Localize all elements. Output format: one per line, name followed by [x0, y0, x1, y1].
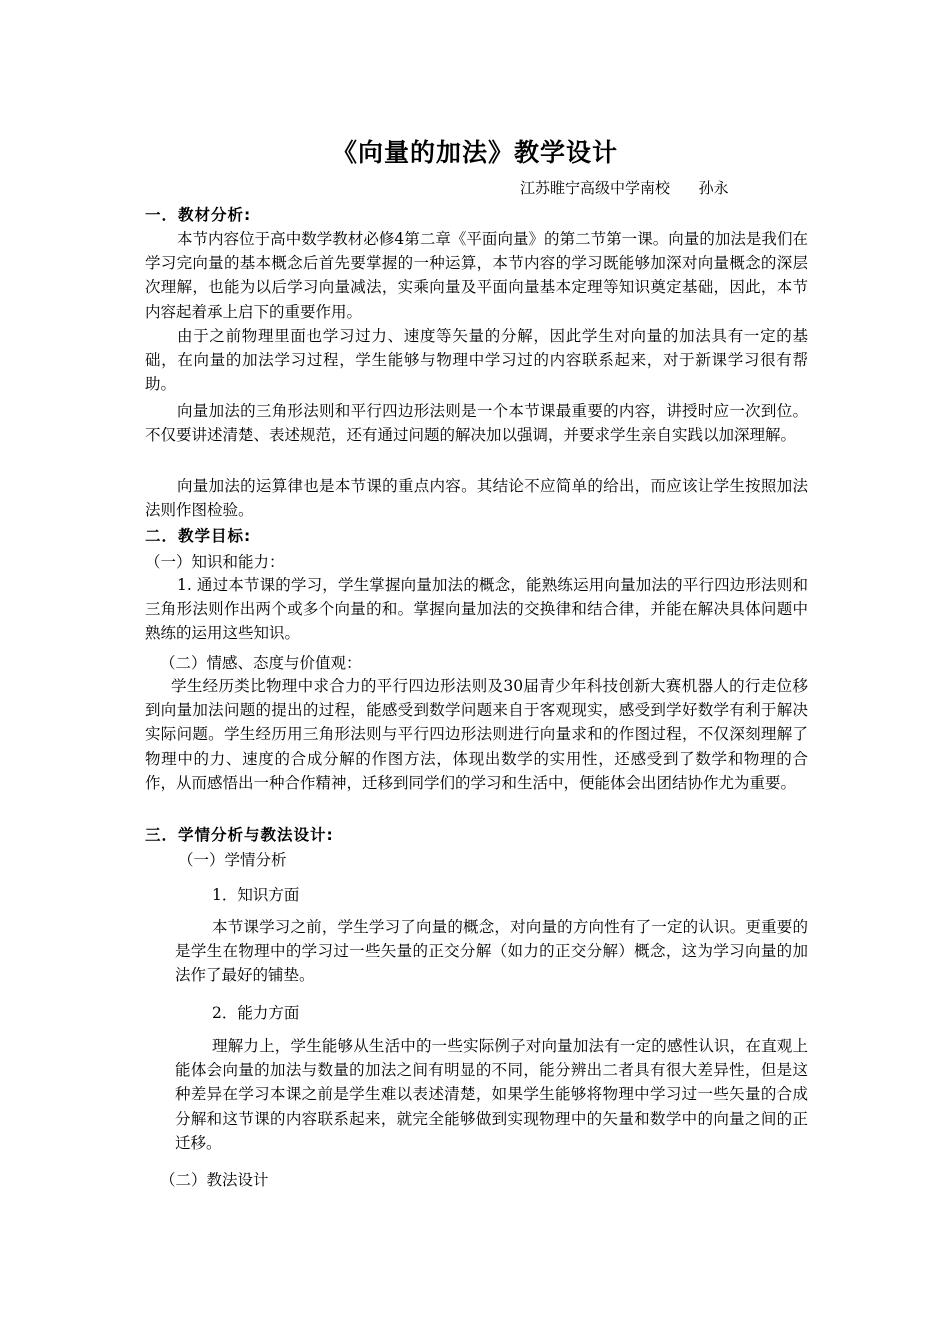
section-3-paragraph-1: 本节课学习之前，学生学习了向量的概念，对向量的方向性有了一定的认识。更重要的是学生在物理中的学习过一些矢量的正交分解（如力的正交分解）概念，这为学习向量的加法作了最好的铺垫。 [175, 918, 808, 985]
section-2-sub-1: （一）知识和能力： [145, 553, 285, 571]
section-1-paragraph-2: 由于之前物理里面也学习过力、速度等矢量的分解，因此学生对向量的加法具有一定的基础，在向量的加法学习过程，学生能够与物理中学习过的内容联系起来，对于新课学习很有帮助。 [145, 327, 808, 394]
author-line: 江苏睢宁高级中学南校 孙永 [520, 179, 729, 197]
section-3-item-2: 2．能力方面 [212, 1004, 300, 1022]
section-3-item-1: 1．知识方面 [212, 886, 300, 904]
section-2-sub-2: （二）情感、态度与价值观： [160, 654, 362, 672]
section-1-paragraph-1: 本节内容位于高中数学教材必修4第二章《平面向量》的第二节第一课。向量的加法是我们在学习完向量的基本概念后首先要掌握的一种运算，本节内容的学习既能够加深对向量概念的深层次理解，也能为以后学习向量减法，实乘向量及平面向量基本定理等知识奠定基础，因此，本节内容起着承上启下的重要作用。 [145, 230, 808, 321]
section-2-paragraph-2: 学生经历类比物理中求合力的平行四边形法则及30届青少年科技创新大赛机器人的行走位移到向量加法问题的提出的过程，能感受到数学问题来自于客观现实，感受到学好数学有利于解决实际问题。学生经历用三角形法则与平行四边形法则进行向量求和的作图过程，不仅深刻理解了物理中的力、速度的合成分解的作图方法，体现出数学的实用性，还感受到了数学和物理的合作，从而感悟出一种合作精神，迁移到同学们的学习和生活中，便能体会出团结协作尤为重要。 [145, 677, 808, 792]
section-2-paragraph-1: 1. 通过本节课的学习，学生掌握向量加法的概念，能熟练运用向量加法的平行四边形法则和三角形法则作出两个或多个向量的和。掌握向量加法的交换律和结合律，并能在解决具体问题中熟练的运用这些知识。 [145, 576, 808, 643]
section-2-heading: 二．教学目标: [145, 527, 252, 545]
section-1-heading: 一．教材分析: [145, 206, 252, 224]
section-3-heading: 三．学情分析与教法设计: [145, 826, 334, 844]
section-1-paragraph-3: 向量加法的三角形法则和平行四边形法则是一个本节课最重要的内容，讲授时应一次到位。不仅要讲述清楚、表述规范，还有通过问题的解决加以强调，并要求学生亲自实践以加深理解。 [145, 402, 808, 445]
section-3-sub-2: （二）教法设计 [160, 1171, 269, 1189]
document-title: 《向量的加法》教学设计 [331, 138, 618, 167]
section-1-paragraph-4: 向量加法的运算律也是本节课的重点内容。其结论不应简单的给出，而应该让学生按照加法法则作图检验。 [145, 477, 808, 520]
section-3-sub-1: （一）学情分析 [178, 851, 287, 869]
section-3-paragraph-2: 理解力上，学生能够从生活中的一些实际例子对向量加法有一定的感性认识，在直观上能体会向量的加法与数量的加法之间有明显的不同，能分辨出二者具有很大差异性，但是这种差异在学习本课之前是学生难以表述清楚，如果学生能够将物理中学习过一些矢量的合成分解和这节课的内容联系起来，就完全能够做到实现物理中的矢量和数学中的向量之间的正迁移。 [175, 1037, 808, 1152]
